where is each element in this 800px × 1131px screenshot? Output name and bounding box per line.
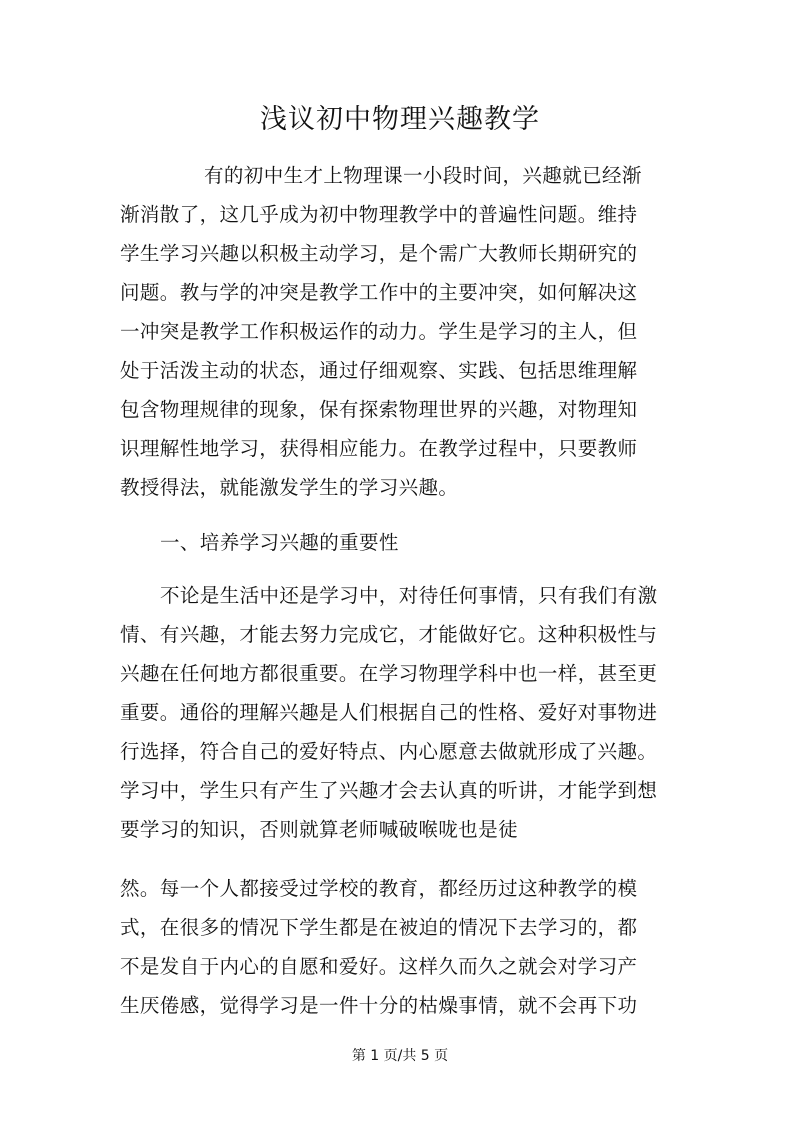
paragraph-line: 有的初中生才上物理课一小段时间，兴趣就已经渐 [204,164,642,187]
paragraph-line: 识理解性地学习，获得相应能力。在教学过程中，只要教师 [120,437,638,460]
paragraph-line: 问题。教与学的冲突是教学工作中的主要冲突，如何解决这 [120,281,638,304]
paragraph-line: 生厌倦感，觉得学习是一件十分的枯燥事情，就不会再下功 [120,994,638,1017]
paragraph-line: 不是发自于内心的自愿和爱好。这样久而久之就会对学习产 [120,955,638,978]
paragraph-line: 学生学习兴趣以积极主动学习，是个需广大教师长期研究的 [120,242,638,265]
paragraph-line: 然。每一个人都接受过学校的教育，都经历过这种教学的模 [120,877,638,900]
paragraph-line: 重要。通俗的理解兴趣是人们根据自己的性格、爱好对事物进 [120,701,658,724]
paragraph-line: 要学习的知识，否则就算老师喊破喉咙也是徒 [120,818,519,841]
paragraph-line: 行选择，符合自己的爱好特点、内心愿意去做就形成了兴趣。 [120,740,658,763]
paragraph-line: 渐消散了，这几乎成为初中物理教学中的普遍性问题。维持 [120,203,638,226]
paragraph-line: 不论是生活中还是学习中，对待任何事情，只有我们有激 [160,584,658,607]
paragraph-line: 教授得法，就能激发学生的学习兴趣。 [120,476,459,499]
paragraph-line: 包含物理规律的现象，保有探索物理世界的兴趣，对物理知 [120,398,638,421]
section-heading: 一、培养学习兴趣的重要性 [160,531,399,554]
paragraph-line: 式，在很多的情况下学生都是在被迫的情况下去学习的，都 [120,916,638,939]
document-title: 浅议初中物理兴趣教学 [260,104,540,135]
paragraph-line: 学习中，学生只有产生了兴趣才会去认真的听讲，才能学到想 [120,779,658,802]
paragraph-line: 情、有兴趣，才能去努力完成它，才能做好它。这种积极性与 [120,623,658,646]
paragraph-line: 兴趣在任何地方都很重要。在学习物理学科中也一样，甚至更 [120,662,658,685]
paragraph-line: 处于活泼主动的状态，通过仔细观察、实践、包括思维理解 [120,359,638,382]
page-number-footer: 第 1 页/共 5 页 [351,1048,449,1064]
paragraph-line: 一冲突是教学工作积极运作的动力。学生是学习的主人，但 [120,320,638,343]
